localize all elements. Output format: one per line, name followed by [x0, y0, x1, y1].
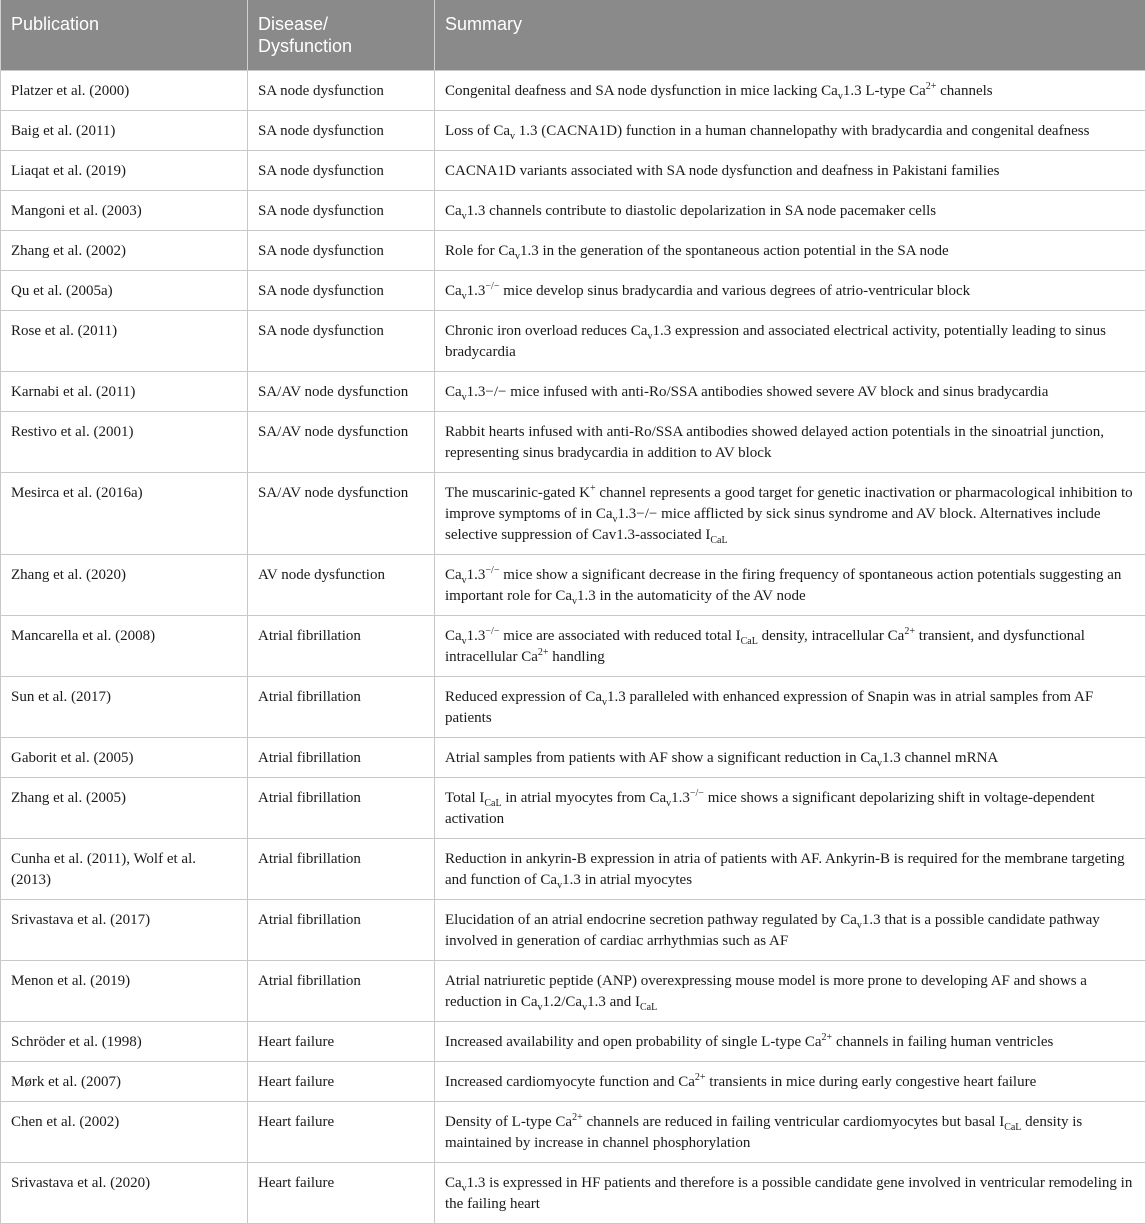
summary-segment: v	[647, 331, 652, 342]
summary-segment: v	[462, 575, 467, 586]
publication-cell: Zhang et al. (2020)	[1, 555, 248, 616]
summary-segment: 1.3 in the automaticity of the AV node	[577, 588, 806, 604]
table-row	[1, 1022, 1145, 1062]
table-row	[1, 71, 1145, 111]
summary-cell	[435, 555, 1145, 616]
header-publication: Publication	[1, 0, 248, 71]
summary-segment: Rabbit hearts infused with anti-Ro/SSA antibodies showed delayed action potentials in the sinoatrial junction, representing sinus bradycardia in addition to AV block	[445, 424, 1104, 461]
summary-segment: Congenital deafness and SA node dysfunction in mice lacking Ca	[445, 83, 838, 99]
summary-segment: Ca	[445, 203, 462, 219]
summary-cell	[435, 1163, 1145, 1224]
summary-segment: Atrial samples from patients with AF show a significant reduction in Ca	[445, 750, 877, 766]
summary-segment: Density of L-type Ca	[445, 1114, 572, 1130]
summary-cell	[435, 372, 1145, 412]
publication-cell: Platzer et al. (2000)	[1, 71, 248, 111]
summary-segment: 1.3	[467, 283, 486, 299]
publication-cell: Restivo et al. (2001)	[1, 412, 248, 473]
summary-segment: v	[462, 1183, 467, 1194]
publication-cell: Rose et al. (2011)	[1, 311, 248, 372]
summary-segment: mice develop sinus bradycardia and various degrees of atrio-ventricular block	[499, 283, 970, 299]
summary-segment: −/−	[485, 626, 499, 637]
summary-segment: Reduction in ankyrin-B expression in atria of patients with AF. Ankyrin-B is required for the membrane targeting and function of Ca	[445, 851, 1125, 888]
summary-segment: v	[515, 251, 520, 262]
summary-segment: 1.3−/− mice afflicted by sick sinus syndrome and AV block. Alternatives include selective suppression of Cav1.3-associated I	[445, 506, 1101, 543]
publication-cell: Sun et al. (2017)	[1, 677, 248, 738]
publication-cell: Schröder et al. (1998)	[1, 1022, 248, 1062]
summary-segment: Atrial natriuretic peptide (ANP) overexpressing mouse model is more prone to developing AF and shows a reduction in Ca	[445, 973, 1087, 1010]
summary-segment: −/−	[485, 281, 499, 292]
disease-cell: Heart failure	[248, 1163, 435, 1224]
header-disease-line1: Disease/	[258, 14, 328, 34]
table-row	[1, 372, 1145, 412]
summary-cell	[435, 271, 1145, 311]
header-row	[1, 0, 1145, 71]
summary-segment: 1.3 in the generation of the spontaneous action potential in the SA node	[520, 243, 949, 259]
summary-segment: channels in failing human ventricles	[832, 1034, 1053, 1050]
summary-segment: v	[462, 211, 467, 222]
disease-cell: Heart failure	[248, 1022, 435, 1062]
summary-segment: channels are reduced in failing ventricular cardiomyocytes but basal I	[583, 1114, 1005, 1130]
publication-cell: Zhang et al. (2005)	[1, 778, 248, 839]
publication-cell: Karnabi et al. (2011)	[1, 372, 248, 412]
summary-cell	[435, 900, 1145, 961]
summary-segment: 1.3 in atrial myocytes	[562, 872, 692, 888]
summary-segment: 2+	[538, 647, 549, 658]
summary-cell	[435, 231, 1145, 271]
summary-segment: handling	[549, 649, 605, 665]
summary-segment: v	[602, 697, 607, 708]
publication-cell: Mangoni et al. (2003)	[1, 191, 248, 231]
summary-segment: v	[613, 514, 618, 525]
summary-segment: v	[462, 291, 467, 302]
header-summary: Summary	[435, 0, 1145, 71]
summary-cell	[435, 961, 1145, 1022]
summary-segment: CACNA1D variants associated with SA node dysfunction and deafness in Pakistani families	[445, 163, 1000, 179]
disease-cell: SA node dysfunction	[248, 151, 435, 191]
summary-cell	[435, 839, 1145, 900]
summary-segment: 1.3−/− mice infused with anti-Ro/SSA antibodies showed severe AV block and sinus bradycardia	[467, 384, 1049, 400]
summary-segment: Role for Ca	[445, 243, 515, 259]
summary-segment: CaL	[484, 798, 501, 809]
table-row	[1, 191, 1145, 231]
publication-cell: Mørk et al. (2007)	[1, 1062, 248, 1102]
summary-cell	[435, 473, 1145, 555]
summary-segment: v	[666, 798, 671, 809]
publication-cell: Baig et al. (2011)	[1, 111, 248, 151]
summary-segment: channel represents a good target for genetic inactivation or pharmacological inhibition to improve symptoms of in Ca	[445, 485, 1133, 522]
summary-segment: 1.3 channels contribute to diastolic depolarization in SA node pacemaker cells	[467, 203, 936, 219]
summary-segment: CaL	[640, 1002, 657, 1013]
summary-segment: −/−	[690, 788, 704, 799]
summary-segment: v	[462, 392, 467, 403]
summary-segment: Ca	[445, 384, 462, 400]
summary-cell	[435, 616, 1145, 677]
table-row	[1, 677, 1145, 738]
summary-segment: mice are associated with reduced total I	[499, 628, 740, 644]
summary-segment: density, intracellular Ca	[758, 628, 904, 644]
summary-segment: 1.3 is expressed in HF patients and therefore is a possible candidate gene involved in ventricular remodeling in the failing heart	[445, 1175, 1132, 1212]
disease-cell: Heart failure	[248, 1062, 435, 1102]
table-row	[1, 738, 1145, 778]
disease-cell: SA node dysfunction	[248, 311, 435, 372]
table-row	[1, 555, 1145, 616]
disease-cell: SA node dysfunction	[248, 271, 435, 311]
summary-segment: Elucidation of an atrial endocrine secretion pathway regulated by Ca	[445, 912, 857, 928]
summary-segment: density is maintained by increase in channel phosphorylation	[445, 1114, 1082, 1151]
disease-cell: Atrial fibrillation	[248, 616, 435, 677]
summary-segment: +	[590, 483, 596, 494]
summary-segment: in atrial myocytes from Ca	[502, 790, 667, 806]
summary-segment: CaL	[741, 636, 758, 647]
summary-segment: 1.3 that is a possible candidate pathway involved in generation of cardiac arrhythmias such as AF	[445, 912, 1100, 949]
publication-cell: Srivastava et al. (2017)	[1, 900, 248, 961]
table-row	[1, 311, 1145, 372]
disease-cell: Atrial fibrillation	[248, 738, 435, 778]
summary-segment: 1.3 and I	[587, 994, 640, 1010]
summary-segment: Increased cardiomyocyte function and Ca	[445, 1074, 695, 1090]
summary-segment: The muscarinic-gated K	[445, 485, 590, 501]
summary-cell	[435, 412, 1145, 473]
disease-cell: SA node dysfunction	[248, 231, 435, 271]
summary-segment: transients in mice during early congestive heart failure	[706, 1074, 1037, 1090]
disease-cell: Atrial fibrillation	[248, 839, 435, 900]
table-row	[1, 151, 1145, 191]
disease-cell: SA node dysfunction	[248, 111, 435, 151]
disease-cell: SA/AV node dysfunction	[248, 412, 435, 473]
summary-segment: v	[537, 1002, 542, 1013]
summary-cell	[435, 677, 1145, 738]
summary-cell	[435, 151, 1145, 191]
publication-cell: Cunha et al. (2011), Wolf et al. (2013)	[1, 839, 248, 900]
summary-segment: Reduced expression of Ca	[445, 689, 602, 705]
table-row	[1, 961, 1145, 1022]
publication-cell: Srivastava et al. (2020)	[1, 1163, 248, 1224]
disease-cell: SA/AV node dysfunction	[248, 372, 435, 412]
summary-segment: Ca	[445, 1175, 462, 1191]
summary-segment: Total I	[445, 790, 484, 806]
table-row	[1, 778, 1145, 839]
summary-segment: transient, and dysfunctional intracellular Ca	[445, 628, 1085, 665]
disease-cell: Atrial fibrillation	[248, 778, 435, 839]
summary-segment: Loss of Ca	[445, 123, 510, 139]
summary-segment: 1.2/Ca	[542, 994, 582, 1010]
summary-cell	[435, 311, 1145, 372]
summary-cell	[435, 1022, 1145, 1062]
summary-segment: 2+	[926, 81, 937, 92]
summary-segment: Ca	[445, 567, 462, 583]
table-row	[1, 231, 1145, 271]
publication-cell: Gaborit et al. (2005)	[1, 738, 248, 778]
disease-cell: Atrial fibrillation	[248, 900, 435, 961]
table-row	[1, 1163, 1145, 1224]
summary-cell	[435, 778, 1145, 839]
summary-segment: mice shows a significant depolarizing shift in voltage-dependent activation	[445, 790, 1095, 827]
publication-cell: Chen et al. (2002)	[1, 1102, 248, 1163]
disease-cell: Heart failure	[248, 1102, 435, 1163]
disease-cell: SA/AV node dysfunction	[248, 473, 435, 555]
disease-cell: SA node dysfunction	[248, 191, 435, 231]
publication-cell: Mancarella et al. (2008)	[1, 616, 248, 677]
publication-cell: Qu et al. (2005a)	[1, 271, 248, 311]
table-row	[1, 900, 1145, 961]
disease-cell: AV node dysfunction	[248, 555, 435, 616]
summary-segment: v	[462, 636, 467, 647]
summary-segment: −/−	[485, 565, 499, 576]
summary-cell	[435, 1062, 1145, 1102]
table-row	[1, 473, 1145, 555]
summary-segment: 2+	[572, 1112, 583, 1123]
disease-cell: SA node dysfunction	[248, 71, 435, 111]
summary-segment: 1.3 expression and associated electrical activity, potentially leading to sinus bradycardia	[445, 323, 1106, 360]
summary-segment: v	[857, 920, 862, 931]
table-row	[1, 839, 1145, 900]
summary-segment: CaL	[1004, 1122, 1021, 1133]
summary-segment: channels	[936, 83, 992, 99]
summary-segment: v	[510, 131, 515, 142]
summary-segment: Increased availability and open probability of single L-type Ca	[445, 1034, 822, 1050]
disease-cell: Atrial fibrillation	[248, 677, 435, 738]
summary-segment: 1.3	[671, 790, 690, 806]
summary-segment: 2+	[822, 1032, 833, 1043]
header-disease	[248, 0, 435, 71]
publication-cell: Zhang et al. (2002)	[1, 231, 248, 271]
summary-segment: Ca	[445, 628, 462, 644]
table-row	[1, 1062, 1145, 1102]
summary-cell	[435, 1102, 1145, 1163]
table-header	[1, 0, 1145, 71]
table-row	[1, 111, 1145, 151]
summary-segment: v	[838, 91, 843, 102]
publication-cell: Liaqat et al. (2019)	[1, 151, 248, 191]
summary-segment: 1.3 paralleled with enhanced expression of Snapin was in atrial samples from AF patients	[445, 689, 1093, 726]
summary-segment: Ca	[445, 283, 462, 299]
summary-segment: mice show a significant decrease in the firing frequency of spontaneous action potentials suggesting an important role for Ca	[445, 567, 1121, 604]
summary-segment: v	[877, 758, 882, 769]
summary-segment: v	[557, 880, 562, 891]
summary-segment: 2+	[904, 626, 915, 637]
disease-cell: Atrial fibrillation	[248, 961, 435, 1022]
summary-segment: 1.3	[467, 628, 486, 644]
publication-cell: Menon et al. (2019)	[1, 961, 248, 1022]
summary-cell	[435, 738, 1145, 778]
summary-segment: Chronic iron overload reduces Ca	[445, 323, 647, 339]
header-disease-line2: Dysfunction	[258, 36, 352, 56]
summary-segment: 1.3 L-type Ca	[843, 83, 926, 99]
summary-segment: 1.3	[467, 567, 486, 583]
table-row	[1, 616, 1145, 677]
summary-cell	[435, 191, 1145, 231]
summary-segment: 2+	[695, 1072, 706, 1083]
summary-cell	[435, 111, 1145, 151]
table-row	[1, 271, 1145, 311]
summary-segment: 1.3 (CACNA1D) function in a human channelopathy with bradycardia and congenital deafness	[515, 123, 1089, 139]
summary-segment: v	[572, 596, 577, 607]
table-row	[1, 412, 1145, 473]
summary-segment: v	[582, 1002, 587, 1013]
publication-cell: Mesirca et al. (2016a)	[1, 473, 248, 555]
table-row	[1, 1102, 1145, 1163]
summary-cell	[435, 71, 1145, 111]
summary-segment: CaL	[710, 535, 727, 546]
table-body	[1, 71, 1145, 1224]
summary-segment: 1.3 channel mRNA	[882, 750, 998, 766]
